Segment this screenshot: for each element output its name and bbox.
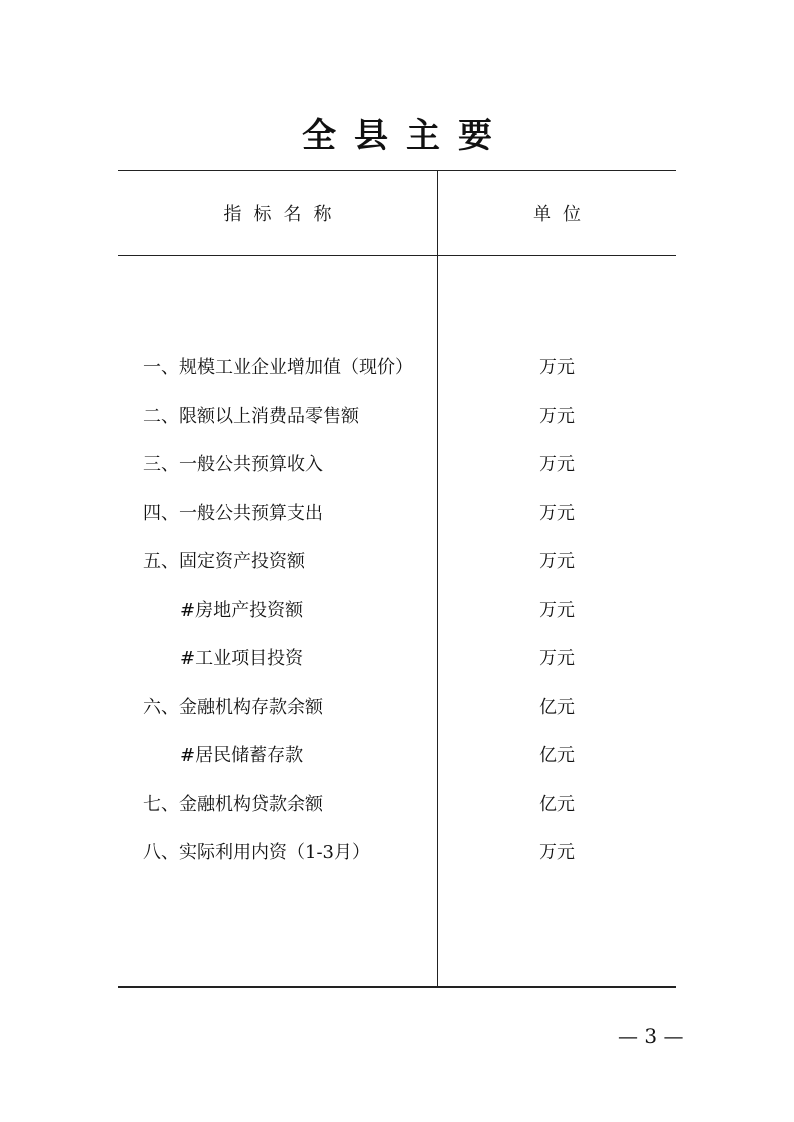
table-row bbox=[118, 644, 676, 693]
indicator-label: #居民储蓄存款 bbox=[180, 745, 304, 766]
indicator-unit: 亿元 bbox=[539, 793, 575, 815]
indicator-label: 四、一般公共预算支出 bbox=[143, 502, 323, 524]
indicator-label: #工业项目投资 bbox=[180, 648, 304, 669]
table-row bbox=[118, 402, 676, 451]
indicator-unit: 万元 bbox=[539, 551, 575, 572]
header-bottom-rule bbox=[118, 255, 676, 256]
indicator-unit: 万元 bbox=[539, 454, 575, 475]
indicator-label: 六、金融机构存款余额 bbox=[143, 696, 323, 718]
indicator-label: 二、限额以上消费品零售额 bbox=[143, 405, 359, 427]
indicator-label: 八、实际利用内资（1-3月） bbox=[143, 842, 370, 863]
table-top-rule bbox=[118, 170, 676, 171]
indicator-unit: 亿元 bbox=[539, 696, 575, 718]
indicator-label: 五、固定资产投资额 bbox=[143, 551, 305, 572]
indicator-label: 一、规模工业企业增加值（现价） bbox=[143, 357, 413, 378]
indicator-unit: 万元 bbox=[539, 502, 575, 524]
indicator-label: 三、一般公共预算收入 bbox=[143, 454, 323, 475]
table-row bbox=[118, 838, 676, 887]
table-row bbox=[118, 353, 676, 402]
table-row bbox=[118, 450, 676, 499]
page-number: — 3 — bbox=[618, 1024, 684, 1048]
table-row bbox=[118, 693, 676, 742]
table-row bbox=[118, 790, 676, 839]
indicator-unit: 万元 bbox=[539, 357, 575, 378]
header-unit: 单位 bbox=[533, 204, 593, 225]
indicator-unit: 万元 bbox=[539, 842, 575, 863]
page-title: 全县主要 bbox=[302, 116, 510, 156]
indicator-label: 七、金融机构贷款余额 bbox=[143, 793, 323, 815]
table-bottom-rule bbox=[118, 986, 676, 988]
indicator-unit: 万元 bbox=[539, 405, 575, 427]
indicator-unit: 万元 bbox=[539, 599, 575, 621]
table-row bbox=[118, 596, 676, 645]
indicator-unit: 亿元 bbox=[539, 745, 575, 766]
table-row bbox=[118, 547, 676, 596]
indicator-label: #房地产投资额 bbox=[180, 599, 304, 621]
indicator-table-body bbox=[118, 353, 676, 887]
table-row bbox=[118, 499, 676, 548]
indicator-unit: 万元 bbox=[539, 648, 575, 669]
table-row bbox=[118, 741, 676, 790]
header-indicator-name: 指标名称 bbox=[223, 204, 344, 225]
